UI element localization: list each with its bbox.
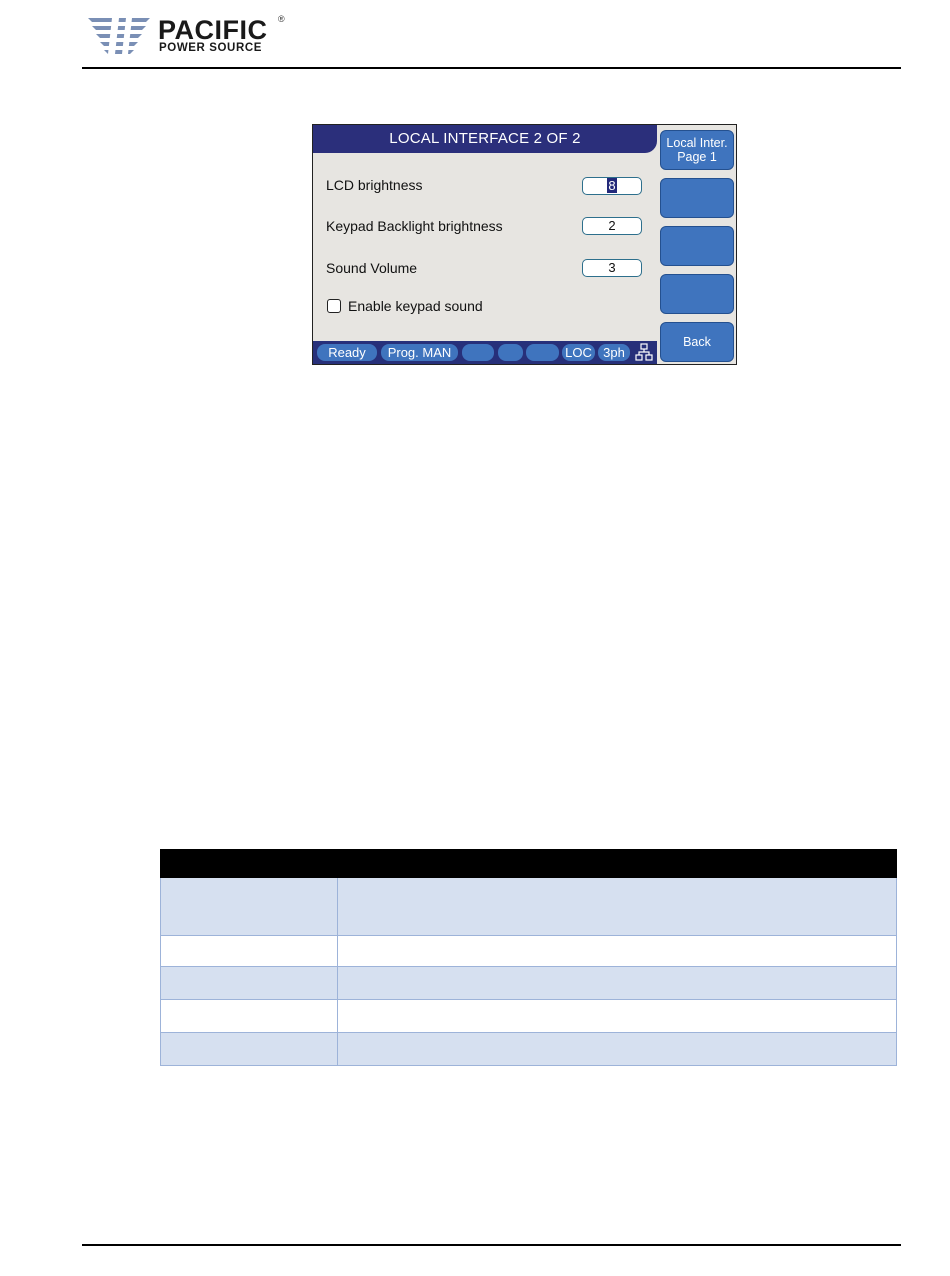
table-cell <box>161 967 338 1000</box>
table-cell <box>161 1033 338 1066</box>
table-cell <box>161 1000 338 1033</box>
company-logo <box>88 14 298 54</box>
pacific-logo-icon <box>88 16 150 54</box>
status-control: LOC <box>562 344 595 361</box>
status-bar <box>313 341 657 364</box>
table-row <box>161 1033 897 1066</box>
table-header-cell <box>338 850 897 878</box>
lcd-brightness-value: 8 <box>608 178 616 193</box>
status-phase: 3ph <box>598 344 630 361</box>
softkey-3-button[interactable] <box>660 226 734 266</box>
back-button-label: Back <box>683 335 711 349</box>
lcd-brightness-field[interactable] <box>582 177 642 195</box>
table-row <box>161 1000 897 1033</box>
sound-volume-field[interactable]: 3 <box>582 259 642 277</box>
table-cell <box>338 1033 897 1066</box>
back-button[interactable] <box>660 322 734 362</box>
keypad-backlight-field[interactable]: 2 <box>582 217 642 235</box>
header-divider <box>82 67 901 69</box>
table-cell <box>338 967 897 1000</box>
status-program: Prog. MAN <box>381 344 458 361</box>
table-row <box>161 878 897 936</box>
sound-volume-label: Sound Volume <box>326 260 418 276</box>
settings-table <box>160 849 897 1066</box>
keypad-backlight-label: Keypad Backlight brightness <box>326 218 503 234</box>
footer-divider <box>82 1244 901 1246</box>
status-blank-3 <box>526 344 559 361</box>
status-blank-1 <box>462 344 494 361</box>
softkey-1-line2: Page 1 <box>677 150 717 164</box>
softkey-2-button[interactable] <box>660 178 734 218</box>
lcd-brightness-label: LCD brightness <box>326 177 423 193</box>
table-cell <box>161 878 338 936</box>
table-cell <box>338 936 897 967</box>
keypad-sound-label: Enable keypad sound <box>348 298 483 314</box>
table-header-cell <box>161 850 338 878</box>
table-cell <box>161 936 338 967</box>
keypad-sound-checkbox[interactable] <box>327 299 341 313</box>
status-ready: Ready <box>317 344 377 361</box>
table-row <box>161 936 897 967</box>
local-inter-page1-button[interactable] <box>660 130 734 170</box>
brand-subtitle: POWER SOURCE <box>159 42 263 54</box>
table-header-row <box>161 850 897 878</box>
softkey-1-line1: Local Inter. <box>666 136 728 150</box>
registered-mark: ® <box>278 14 285 24</box>
table-row <box>161 967 897 1000</box>
table-cell <box>338 1000 897 1033</box>
device-screen <box>312 124 737 365</box>
table-cell <box>338 878 897 936</box>
screen-title-bar <box>313 125 657 153</box>
status-blank-2 <box>498 344 523 361</box>
screen-title: LOCAL INTERFACE 2 OF 2 <box>389 130 581 147</box>
brand-name: PACIFIC <box>158 15 268 45</box>
softkey-4-button[interactable] <box>660 274 734 314</box>
network-icon <box>635 343 653 361</box>
